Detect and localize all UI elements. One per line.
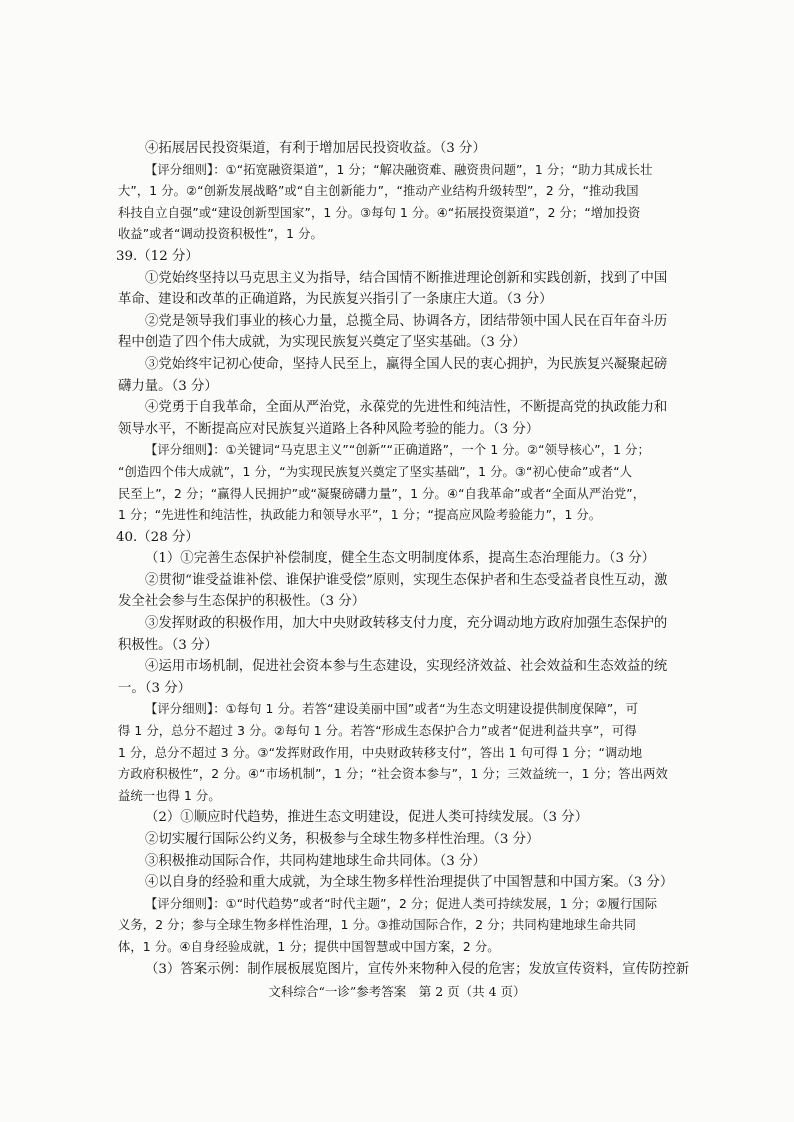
- answer-line: ②贯彻“谁受益谁补偿、谁保护谁受偿”原则，实现生态保护者和生态受益者良性互动，激: [145, 572, 668, 588]
- page-footer: 文科综合“一诊”参考答案 第 2 页（共 4 页）: [268, 984, 526, 999]
- scoring-detail-line: 1 分，总分不超过 3 分。③“发挥财政作用，中央财政转移支付”，答出 1 句可得 1 分；“调动地: [118, 745, 643, 760]
- answer-line: （1）①完善生态保护补偿制度，健全生态文明制度体系，提高生态治理能力。（3 分）: [145, 551, 656, 567]
- answer-line: ②党是领导我们事业的核心力量，总揽全局、协调各方，团结带领中国人民在百年奋斗历: [145, 313, 668, 329]
- answer-line: 领导水平，不断提高应对民族复兴道路上各种风险考验的能力。（3 分）: [118, 421, 540, 437]
- answer-line: ③党始终牢记初心使命，坚持人民至上，赢得全国人民的衷心拥护，为民族复兴凝聚起磅: [145, 356, 668, 372]
- scoring-detail-line: 1 分；“先进性和纯洁性，执政能力和领导水平”，1 分；“提高应风险考验能力”，1 分。: [118, 508, 602, 523]
- scoring-detail-line: 【评分细则】：①关键词“马克思主义”“创新”“正确道路”，一个 1 分。②“领导核心”，1 分；: [145, 443, 650, 458]
- answer-line: ④以自身的经验和重大成就，为全球生物多样性治理提供了中国智慧和中国方案。（3 分）: [145, 875, 674, 891]
- answer-line: （3）答案示例：制作展板展览图片，宣传外来物种入侵的危害；发放宣传资料，宣传防控新: [145, 961, 690, 977]
- scoring-detail-line: 得 1 分，总分不超过 3 分。②每句 1 分。若答“形成生态保护合力”或者“促进利益共享”，可得: [118, 724, 637, 739]
- answer-key-body: [116, 138, 690, 980]
- answer-line: 积极性。（3 分）: [118, 637, 218, 653]
- scoring-detail-line: 益统一也得 1 分。: [118, 788, 221, 803]
- answer-line: ③积极推动国际合作，共同构建地球生命共同体。（3 分）: [145, 853, 486, 869]
- answer-line: 程中创造了四个伟大成就，为实现民族复兴奠定了坚实基础。（3 分）: [118, 335, 526, 351]
- answer-line: 礴力量。（3 分）: [118, 378, 218, 394]
- scoring-detail-line: 【评分细则】：①“拓宽融资渠道”，1 分；“解决融资难、融资贵问题”，1 分；“助力其成长壮: [145, 162, 653, 177]
- answer-line: ②切实履行国际公约义务，积极参与全球生物多样性治理。（3 分）: [145, 832, 540, 847]
- scoring-detail-line: 大”，1 分。②“创新发展战略”或“自主创新能力”，“推动产业结构升级转型”，2 分，“推动我国: [118, 184, 639, 199]
- question-number: 39.（12 分）: [116, 248, 199, 264]
- answer-line: ③发挥财政的积极作用，加大中央财政转移支付力度，充分调动地方政府加强生态保护的: [145, 616, 668, 632]
- scoring-detail-line: 科技自立自强”或“建设创新型国家”，1 分。③每句 1 分。④“拓展投资渠道”，2 分；“增加投资: [118, 205, 641, 220]
- scoring-detail-line: 体，1 分。④自身经验成就，1 分；提供中国智慧或中国方案，2 分。: [118, 939, 500, 954]
- scoring-detail-line: 方政府积极性”，2 分。④“市场机制”，1 分；“社会资本参与”，1 分；三效益统一，1 分；答出两效: [118, 767, 668, 782]
- scoring-detail-line: 【评分细则】：①每句 1 分。若答“建设美丽中国”或者“为生态文明建设提供制度保障”，可: [145, 702, 639, 717]
- answer-line: ①党始终坚持以马克思主义为指导，结合国情不断推进理论创新和实践创新，找到了中国: [145, 270, 668, 286]
- answer-line: 一。（3 分）: [118, 680, 192, 696]
- answer-line: 革命、建设和改革的正确道路，为民族复兴指引了一条康庄大道。（3 分）: [118, 292, 553, 308]
- answer-line: 发全社会参与生态保护的积极性。（3 分）: [118, 594, 366, 610]
- answer-line: ④党勇于自我革命，全面从严治党，永葆党的先进性和纯洁性，不断提高党的执政能力和: [145, 400, 668, 416]
- answer-line: ④拓展居民投资渠道，有利于增加居民投资收益。（3 分）: [145, 141, 486, 156]
- scoring-detail-line: 【评分细则】：①“时代趋势”或者“时代主题”，2 分；促进人类可持续发展，1 分；②履行国际: [145, 896, 658, 911]
- scoring-detail-line: 义务，2 分；参与全球生物多样性治理，1 分。③推动国际合作，2 分；共同构建地球生命共同: [118, 918, 637, 933]
- scoring-detail-line: 收益”或者“调动投资积极性”，1 分。: [118, 227, 323, 242]
- answer-line: ④运用市场机制，促进社会资本参与生态建设，实现经济效益、社会效益和生态效益的统: [145, 659, 668, 675]
- scoring-detail-line: 民至上”，2 分；“赢得人民拥护”或“凝聚磅礴力量”，1 分。④“自我革命”或者“全面从严治党”，: [118, 486, 646, 501]
- question-number: 40.（28 分）: [116, 529, 199, 545]
- answer-line: （2）①顺应时代趋势，推进生态文明建设，促进人类可持续发展。（3 分）: [145, 810, 589, 826]
- scoring-detail-line: “创造四个伟大成就”，1 分，“为实现民族复兴奠定了坚实基础”，1 分。③“初心使命”或者“人: [118, 464, 633, 479]
